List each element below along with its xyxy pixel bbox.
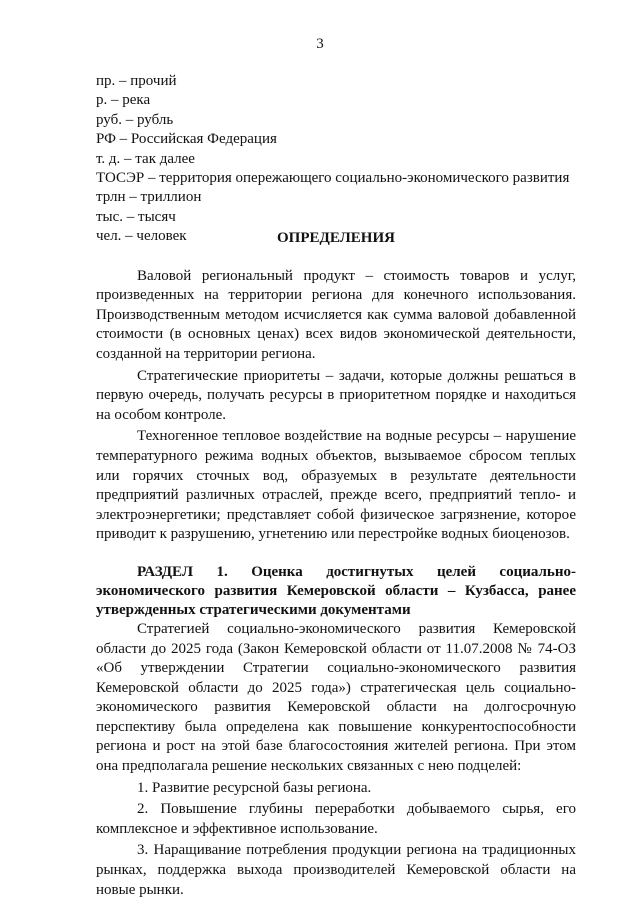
- section-title: РАЗДЕЛ 1. Оценка достигнутых целей социально-экономического развития Кемеровской области – Кузбасса, ранее утвержденных стратегическими документами: [96, 563, 576, 618]
- page-number: 3: [316, 36, 324, 52]
- abbreviations-list: [96, 72, 576, 247]
- definition-paragraph: Стратегические приоритеты – задачи, которые должны решаться в первую очередь, получать ресурсы в приоритетном порядке и находиться на особом контроле.: [96, 367, 576, 423]
- subgoal-item: 2. Повышение глубины переработки добываемого сырья, его комплексное и эффективное использование.: [96, 801, 576, 837]
- subgoal-item: 3. Наращивание потребления продукции региона на традиционных рынках, поддержка выхода производителей Кемеровской области на новые рынки.: [96, 842, 576, 898]
- abbreviation-item: чел. – человек: [96, 228, 187, 245]
- abbreviation-item: руб. – рубль: [96, 111, 174, 128]
- definition-paragraph: Техногенное тепловое воздействие на водные ресурсы – нарушение температурного режима водных объектов, вызываемое сбросом теплых или горячих сточных вод, образуемых в результате деятельности предприятий различных отраслей, прежде всего, предприятий тепло- и электроэнергетики; представляет собой физическое загрязнение, которое приводит к разрушению, угнетению или перестройке водных биоценозов.: [96, 428, 576, 543]
- definition-paragraph: Валовой региональный продукт – стоимость товаров и услуг, произведенных на территории региона для конечного использования. Производственным методом исчисляется как сумма валовой добавленной стоимости (в основных ценах) всех видов экономической деятельности, созданной на территории региона.: [96, 267, 576, 362]
- abbreviation-item: т. д. – так далее: [96, 150, 195, 167]
- subgoal-item: 1. Развитие ресурсной базы региона.: [137, 779, 372, 796]
- abbreviation-item: РФ – Российская Федерация: [96, 131, 277, 148]
- section-paragraph: Стратегией социально-экономического развития Кемеровской области до 2025 года (Закон Кемеровской области от 11.07.2008 № 74-ОЗ «Об утверждении Стратегии социально-экономического развития Кемеровской области до 2025 года») стратегическая цель социально-экономического развития Кемеровской области на долгосрочную перспективу была определена как повышение конкурентоспособности региона и рост на этой базе благосостояния жителей региона. При этом она предполагала решение нескольких связанных с нею подцелей:: [96, 620, 576, 775]
- abbreviation-item: пр. – прочий: [96, 73, 177, 89]
- document-body: [96, 229, 576, 902]
- abbreviation-item: ТОСЭР – территория опережающего социально-экономического развития: [96, 170, 570, 187]
- abbreviation-item: тыс. – тысяч: [96, 208, 176, 225]
- abbreviation-item: трлн – триллион: [96, 189, 202, 206]
- abbreviation-item: р. – река: [96, 92, 151, 109]
- definitions-heading: ОПРЕДЕЛЕНИЯ: [277, 230, 395, 246]
